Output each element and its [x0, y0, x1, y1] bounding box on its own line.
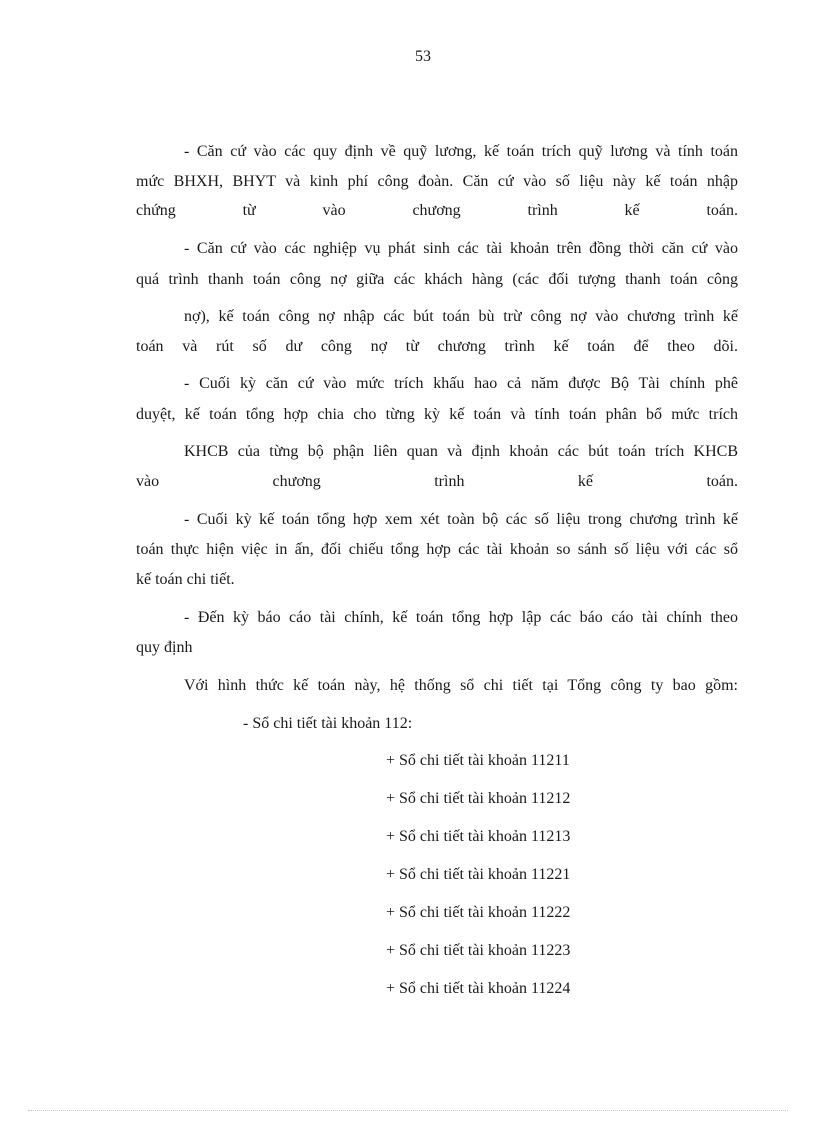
footer-divider: [28, 1110, 788, 1111]
list-item: + Sổ chi tiết tài khoản 11212: [386, 790, 571, 807]
text-line: - Cuối kỳ kế toán tổng hợp xem xét toàn bộ các số liệu trong chương trình kế: [184, 511, 738, 528]
text-line: vào chương trình kế toán.: [136, 473, 738, 490]
text-line: toán và rút số dư công nợ từ chương trình kế toán để theo dõi.: [136, 338, 738, 355]
page-number: 53: [415, 48, 431, 65]
text-line: KHCB của từng bộ phận liên quan và định khoản các bút toán trích KHCB: [184, 443, 738, 460]
text-line: quá trình thanh toán công nợ giữa các khách hàng (các đối tượng thanh toán công: [136, 271, 738, 288]
list-item: + Sổ chi tiết tài khoản 11211: [386, 752, 570, 769]
text-line: - Căn cứ vào các quy định về quỹ lương, kế toán trích quỹ lương và tính toán: [184, 143, 738, 160]
text-line: - Căn cứ vào các nghiệp vụ phát sinh các tài khoản trên đồng thời căn cứ vào: [184, 240, 738, 257]
text-line: - Cuối kỳ căn cứ vào mức trích khấu hao cả năm được Bộ Tài chính phê: [184, 375, 738, 392]
text-line: toán thực hiện việc in ấn, đối chiếu tổng hợp các tài khoản so sánh số liệu với các sổ: [136, 541, 738, 558]
text-line: mức BHXH, BHYT và kinh phí công đoàn. Căn cứ vào số liệu này kế toán nhập: [136, 173, 738, 190]
list-item: + Sổ chi tiết tài khoản 11223: [386, 942, 571, 959]
text-line: quy định: [136, 639, 193, 656]
text-line: Với hình thức kế toán này, hệ thống sổ chi tiết tại Tổng công ty bao gồm:: [184, 677, 738, 694]
text-line: nợ), kế toán công nợ nhập các bút toán bù trừ công nợ vào chương trình kế: [184, 308, 738, 325]
list-item: + Sổ chi tiết tài khoản 11213: [386, 828, 571, 845]
list-item: + Sổ chi tiết tài khoản 11224: [386, 980, 571, 997]
list-item: + Sổ chi tiết tài khoản 11221: [386, 866, 571, 883]
list-item: + Sổ chi tiết tài khoản 11222: [386, 904, 571, 921]
text-line: - Đến kỳ báo cáo tài chính, kế toán tổng hợp lập các báo cáo tài chính theo: [184, 609, 738, 626]
text-line: chứng từ vào chương trình kế toán.: [136, 202, 738, 219]
text-line: kế toán chi tiết.: [136, 571, 235, 588]
list-item: - Sổ chi tiết tài khoản 112:: [243, 715, 413, 732]
text-line: duyệt, kế toán tổng hợp chia cho từng kỳ kế toán và tính toán phân bổ mức trích: [136, 406, 738, 423]
